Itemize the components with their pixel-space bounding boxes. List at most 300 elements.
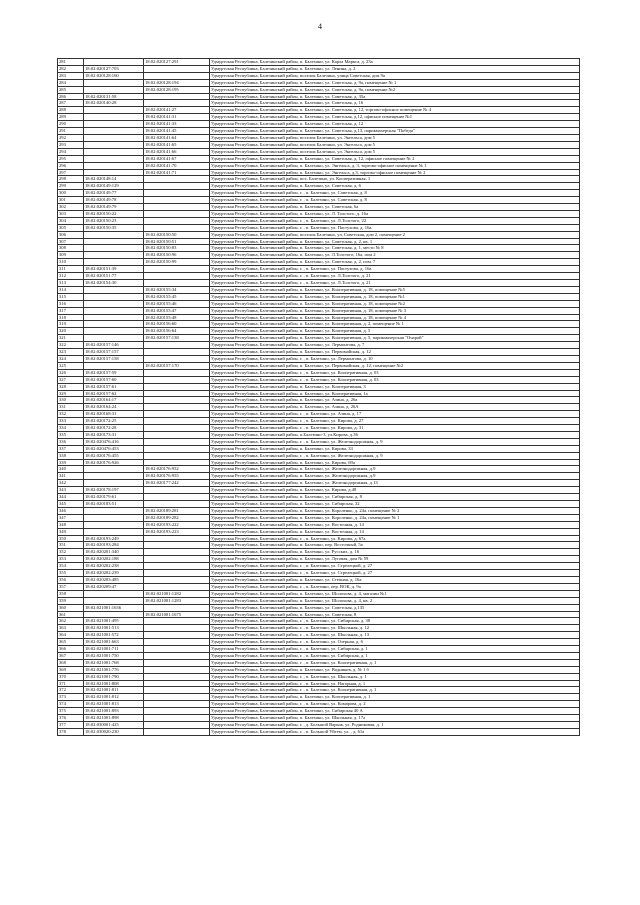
row-number-cell: 290: [58, 121, 84, 128]
premises-cadastral-number-cell: [144, 673, 210, 680]
land-cadastral-number-cell: 18:02:020149:129: [84, 183, 144, 190]
premises-cadastral-number-cell: 18:02:020193:223: [144, 528, 210, 535]
address-cell: Удмуртская Республика, Балезинский район, п. Балезино, ул. Первомайская, д. 12: [210, 349, 580, 356]
land-cadastral-number-cell: 18:02:020148:14: [84, 176, 144, 183]
land-cadastral-number-cell: 18:02:020476:416: [84, 438, 144, 445]
premises-cadastral-number-cell: [144, 708, 210, 715]
row-number-cell: 334: [58, 425, 84, 432]
premises-cadastral-number-cell: [144, 632, 210, 639]
address-cell: Удмуртская Республика, Балезинский район, п. Балезино, ул. Советская, д. 2, пом. 7: [210, 259, 580, 266]
land-cadastral-number-cell: 18:02:020183:51: [84, 501, 144, 508]
land-cadastral-number-cell: 18:02:030001:425: [84, 722, 144, 729]
table-row: [58, 425, 580, 432]
land-cadastral-number-cell: [84, 128, 144, 135]
land-cadastral-number-cell: [84, 307, 144, 314]
table-row: [58, 445, 580, 452]
table-row: [58, 93, 580, 100]
premises-cadastral-number-cell: [144, 65, 210, 72]
address-cell: Удмуртская Республика, Балезинский район, п. Балезино, ул. Кирова, 69а: [210, 459, 580, 466]
row-number-cell: 360: [58, 604, 84, 611]
row-number-cell: 285: [58, 86, 84, 93]
address-cell: Удмуртская Республика, Балезинский район, г. , п. Балезино, ул. Стрелецкой, д. 27: [210, 563, 580, 570]
premises-cadastral-number-cell: [144, 183, 210, 190]
premises-cadastral-number-cell: [144, 349, 210, 356]
table-row: [58, 701, 580, 708]
land-cadastral-number-cell: 18:02:020176:455: [84, 452, 144, 459]
premises-cadastral-number-cell: [144, 224, 210, 231]
table-row: [58, 369, 580, 376]
premises-cadastral-number-cell: [144, 418, 210, 425]
premises-cadastral-number-cell: 18:02:020189:281: [144, 507, 210, 514]
land-cadastral-number-cell: 18:02:020150:22: [84, 210, 144, 217]
land-cadastral-number-cell: 18:02:020202:188: [84, 556, 144, 563]
address-cell: Удмуртская Республика, Балезинский район, п. Балезино, ул. Сибирская 40 А: [210, 708, 580, 715]
premises-cadastral-number-cell: [144, 190, 210, 197]
address-cell: Удмуртская Республика, Балезинский район, г. , п. Большой Уйтем, ул. , д. 61а: [210, 728, 580, 735]
address-cell: Удмуртская Республика, Балезинский район, п. Балезино, ул. Советская, д. 12: [210, 121, 580, 128]
address-cell: Удмуртская Республика, Балезинский район, г. , п. Балезино, ул. Кооперативная, д. 03: [210, 376, 580, 383]
premises-cadastral-number-cell: 18:02:020141:64: [144, 134, 210, 141]
row-number-cell: 339: [58, 459, 84, 466]
premises-cadastral-number-cell: 18:02:020141:66: [144, 148, 210, 155]
table-row: [58, 521, 580, 528]
premises-cadastral-number-cell: [144, 425, 210, 432]
table-row: [58, 583, 580, 590]
premises-cadastral-number-cell: [144, 459, 210, 466]
table-row: [58, 418, 580, 425]
row-number-cell: 337: [58, 445, 84, 452]
land-cadastral-number-cell: 18:02:020164:24: [84, 404, 144, 411]
premises-cadastral-number-cell: 18:02:020150:99: [144, 259, 210, 266]
land-cadastral-number-cell: 18:02:020154:30: [84, 280, 144, 287]
table-row: [58, 494, 580, 501]
land-cadastral-number-cell: 18:02:020149:78: [84, 197, 144, 204]
land-cadastral-number-cell: 18:02:021001:495: [84, 618, 144, 625]
premises-cadastral-number-cell: [144, 376, 210, 383]
premises-cadastral-number-cell: 18:02:020157:138: [144, 335, 210, 342]
address-cell: Удмуртская Республика, Балезинский район, поселок Балезино, ул. Советская, дом 2, помещение 2: [210, 231, 580, 238]
premises-cadastral-number-cell: [144, 652, 210, 659]
row-number-cell: 301: [58, 197, 84, 204]
land-cadastral-number-cell: 18:02:020140:28: [84, 100, 144, 107]
address-cell: Удмуртская Республика, Балезинский район, г. , п. Балезино, ул. Озерная, д. 6: [210, 639, 580, 646]
table-row: [58, 680, 580, 687]
row-number-cell: 327: [58, 376, 84, 383]
land-cadastral-number-cell: [84, 314, 144, 321]
table-row: [58, 335, 580, 342]
land-cadastral-number-cell: [84, 231, 144, 238]
row-number-cell: 367: [58, 652, 84, 659]
address-cell: Удмуртская Республика, Балезинский район, г. , п. Балезино, ул. Кирова, д. 27: [210, 418, 580, 425]
land-cadastral-number-cell: [84, 611, 144, 618]
table-row: [58, 266, 580, 273]
address-cell: Удмуртская Республика, Балезинский район, г. , п. Балезино, ул. Сибирская, д. 38: [210, 618, 580, 625]
table-row: [58, 452, 580, 459]
row-number-cell: 322: [58, 342, 84, 349]
address-cell: Удмуртская Республика, Балезинский район, г. , п. Балезино, ул. Кирова, д. 67а: [210, 535, 580, 542]
row-number-cell: 375: [58, 708, 84, 715]
table-row: [58, 507, 580, 514]
premises-cadastral-number-cell: [144, 355, 210, 362]
row-number-cell: 368: [58, 659, 84, 666]
row-number-cell: 335: [58, 431, 84, 438]
land-cadastral-number-cell: 18:02:020150:23: [84, 217, 144, 224]
row-number-cell: 295: [58, 155, 84, 162]
table-row: [58, 604, 580, 611]
land-cadastral-number-cell: 18:02:020157:146: [84, 342, 144, 349]
row-number-cell: 282: [58, 65, 84, 72]
land-cadastral-number-cell: [84, 259, 144, 266]
land-cadastral-number-cell: 18:02:020157:62: [84, 390, 144, 397]
row-number-cell: 313: [58, 280, 84, 287]
address-cell: Удмуртская Республика, Балезинский район, г. , п. Балезино, ул. Лермонтова, д. 10: [210, 355, 580, 362]
table-row: [58, 576, 580, 583]
table-row: [58, 563, 580, 570]
table-row: [58, 169, 580, 176]
premises-cadastral-number-cell: [144, 535, 210, 542]
row-number-cell: 324: [58, 355, 84, 362]
row-number-cell: 298: [58, 176, 84, 183]
address-cell: Удмуртская Республика, Балезинский район, г. , п. Балезино, ул. Школьная, д. 1: [210, 673, 580, 680]
land-cadastral-number-cell: 18:02:020149:77: [84, 190, 144, 197]
property-registry-table: [57, 58, 580, 736]
land-cadastral-number-cell: 18:02:020193:249: [84, 535, 144, 542]
table-row: [58, 72, 580, 79]
table-row: [58, 355, 580, 362]
row-number-cell: 315: [58, 293, 84, 300]
address-cell: Удмуртская Республика, Балезинский район, п. Балезино, ул. Советская, 6а: [210, 204, 580, 211]
land-cadastral-number-cell: 18:02:021001:776: [84, 666, 144, 673]
land-cadastral-number-cell: [84, 321, 144, 328]
land-cadastral-number-cell: 18:02:020127:703: [84, 65, 144, 72]
land-cadastral-number-cell: 18:02:020157:61: [84, 383, 144, 390]
land-cadastral-number-cell: [84, 328, 144, 335]
address-cell: Удмуртская Республика, Балезинский район, г. , п. Балезино, ул. Л.Толстого, д. 21: [210, 280, 580, 287]
table-row: [58, 217, 580, 224]
address-cell: Удмуртская Республика, Балезинский район, п. Балезино, ул. Кооперативная, д. 18, помещение №2: [210, 300, 580, 307]
table-row: [58, 542, 580, 549]
premises-cadastral-number-cell: [144, 604, 210, 611]
table-row: [58, 107, 580, 114]
address-cell: Удмуртская Республика, Балезинский район, г. , п. Балезино, ул. Пастухова, д. 16а: [210, 266, 580, 273]
land-cadastral-number-cell: 18:02:020176:926: [84, 459, 144, 466]
table-row: [58, 708, 580, 715]
table-row: [58, 459, 580, 466]
table-row: [58, 438, 580, 445]
premises-cadastral-number-cell: 18:02:020155:45: [144, 293, 210, 300]
row-number-cell: 342: [58, 480, 84, 487]
table-row: [58, 590, 580, 597]
address-cell: Удмуртская Республика, Балезинский район, п. Балезино, ул. Кооперативная, 1а: [210, 390, 580, 397]
land-cadastral-number-cell: 18:02:020178:197: [84, 487, 144, 494]
land-cadastral-number-cell: 18:02:030020:230: [84, 728, 144, 735]
row-number-cell: 319: [58, 321, 84, 328]
premises-cadastral-number-cell: [144, 687, 210, 694]
row-number-cell: 359: [58, 597, 84, 604]
land-cadastral-number-cell: 18:02:020201:340: [84, 549, 144, 556]
premises-cadastral-number-cell: [144, 487, 210, 494]
table-row: [58, 535, 580, 542]
table-row: [58, 231, 580, 238]
address-cell: Удмуртская Республика, Балезинский район, поселок Балезино, ул. Энгельса, дом 5: [210, 148, 580, 155]
premises-cadastral-number-cell: 18:02:020128:195: [144, 86, 210, 93]
land-cadastral-number-cell: [84, 252, 144, 259]
land-cadastral-number-cell: 18:02:020157:59: [84, 369, 144, 376]
land-cadastral-number-cell: 18:02:021001:711: [84, 646, 144, 653]
premises-cadastral-number-cell: 18:02:020150:50: [144, 231, 210, 238]
land-cadastral-number-cell: 18:02:020172:28: [84, 425, 144, 432]
premises-cadastral-number-cell: [144, 383, 210, 390]
row-number-cell: 317: [58, 307, 84, 314]
premises-cadastral-number-cell: 18:02:020141:71: [144, 169, 210, 176]
row-number-cell: 300: [58, 190, 84, 197]
land-cadastral-number-cell: 18:02:021001:768: [84, 659, 144, 666]
row-number-cell: 287: [58, 100, 84, 107]
table-row: [58, 514, 580, 521]
table-row: [58, 86, 580, 93]
address-cell: Удмуртская Республика, Балезинский район, г. , п. Балезино, ул. Советская, д. 8: [210, 190, 580, 197]
premises-cadastral-number-cell: [144, 100, 210, 107]
premises-cadastral-number-cell: [144, 666, 210, 673]
address-cell: Удмуртская Республика, Балезинский район, г. , п. Балезино, ул. Пастухова, д. 16а: [210, 224, 580, 231]
address-cell: Удмуртская Республика, Балезинский район, п. Балезино, ул. Восточная, д. 14: [210, 528, 580, 535]
address-cell: Удмуртская Республика, Балезинский район, п. Балезино, ул. Восточная, д. 14: [210, 521, 580, 528]
table-row: [58, 722, 580, 729]
row-number-cell: 362: [58, 618, 84, 625]
address-cell: Удмуртская Республика, Балезинский район, г. , п. Балезино, ул. Сибирская, д. 1: [210, 652, 580, 659]
address-cell: Удмуртская Республика, Балезинский район, п. Балезино, ул. Кирова, д.48: [210, 487, 580, 494]
row-number-cell: 370: [58, 673, 84, 680]
row-number-cell: 306: [58, 231, 84, 238]
land-cadastral-number-cell: 18:02:020173:31: [84, 431, 144, 438]
row-number-cell: 292: [58, 134, 84, 141]
premises-cadastral-number-cell: [144, 576, 210, 583]
row-number-cell: 338: [58, 452, 84, 459]
row-number-cell: 351: [58, 542, 84, 549]
table-row: [58, 293, 580, 300]
premises-cadastral-number-cell: 18:02:020155:46: [144, 300, 210, 307]
premises-cadastral-number-cell: [144, 639, 210, 646]
row-number-cell: 310: [58, 259, 84, 266]
row-number-cell: 366: [58, 646, 84, 653]
table-row: [58, 694, 580, 701]
address-cell: Удмуртская Республика, Балезинский район, п. Балезино, ул. Кооперативная, д. 18, помещение №1: [210, 293, 580, 300]
table-row: [58, 397, 580, 404]
row-number-cell: 374: [58, 701, 84, 708]
table-row: [58, 673, 580, 680]
premises-cadastral-number-cell: 18:02:020155:34: [144, 286, 210, 293]
premises-cadastral-number-cell: [144, 494, 210, 501]
row-number-cell: 377: [58, 722, 84, 729]
address-cell: Удмуртская Республика, Балезинский район, поселок Балезино, ул. Энгельса, дом 5: [210, 141, 580, 148]
table-row: [58, 646, 580, 653]
row-number-cell: 350: [58, 535, 84, 542]
table-row: [58, 300, 580, 307]
row-number-cell: 303: [58, 210, 84, 217]
land-cadastral-number-cell: 18:02:021001:750: [84, 652, 144, 659]
row-number-cell: 305: [58, 224, 84, 231]
premises-cadastral-number-cell: 18:02:020141:31: [144, 114, 210, 121]
premises-cadastral-number-cell: [144, 563, 210, 570]
address-cell: Удмуртская Республика, Балезинский район, п. Балезино, ул. Кооперативная, 3: [210, 383, 580, 390]
address-cell: Удмуртская Республика, Балезинский район, п. Балезино, ул. Советская, д. 12, торгово-офисное помещение № 4: [210, 107, 580, 114]
address-cell: Удмуртская Республика, Балезинский район, г. , п. Балезино, ул. Стрелецкой, д. 27: [210, 570, 580, 577]
premises-cadastral-number-cell: [144, 646, 210, 653]
land-cadastral-number-cell: 18:02:020476:453: [84, 445, 144, 452]
table-row: [58, 59, 580, 66]
table-row: [58, 245, 580, 252]
row-number-cell: 344: [58, 494, 84, 501]
land-cadastral-number-cell: [84, 528, 144, 535]
land-cadastral-number-cell: 18:02:020157:60: [84, 376, 144, 383]
row-number-cell: 314: [58, 286, 84, 293]
premises-cadastral-number-cell: [144, 204, 210, 211]
land-cadastral-number-cell: [84, 590, 144, 597]
table-row: [58, 314, 580, 321]
table-row: [58, 280, 580, 287]
table-row: [58, 362, 580, 369]
land-cadastral-number-cell: 18:02:021001:808: [84, 680, 144, 687]
row-number-cell: 343: [58, 487, 84, 494]
address-cell: Удмуртская Республика, Балезинский район, п. Балезино, ул. Энгельса, д. 3, торгово-офисное помещение № 1: [210, 162, 580, 169]
land-cadastral-number-cell: 18:02:021001:813: [84, 701, 144, 708]
premises-cadastral-number-cell: 18:02:021001:1675: [144, 611, 210, 618]
address-cell: Удмуртская Республика, Балезинский район, п. Балезино, ул. Советская, д. 12, офисное помещение № 2: [210, 155, 580, 162]
land-cadastral-number-cell: 18:02:020128:160: [84, 72, 144, 79]
premises-cadastral-number-cell: 18:02:020128:194: [144, 79, 210, 86]
land-cadastral-number-cell: [84, 134, 144, 141]
registry-body: [58, 59, 580, 736]
row-number-cell: 321: [58, 335, 84, 342]
land-cadastral-number-cell: [84, 514, 144, 521]
table-row: [58, 549, 580, 556]
premises-cadastral-number-cell: 18:02:020141:33: [144, 121, 210, 128]
address-cell: Удмуртская Республика, Балезинский район, п. Балезино, ул. Ленина, д. 2: [210, 65, 580, 72]
table-row: [58, 404, 580, 411]
land-cadastral-number-cell: [84, 300, 144, 307]
row-number-cell: 349: [58, 528, 84, 535]
table-row: [58, 556, 580, 563]
premises-cadastral-number-cell: 18:02:020155:47: [144, 307, 210, 314]
premises-cadastral-number-cell: 18:02:020155:48: [144, 314, 210, 321]
premises-cadastral-number-cell: [144, 549, 210, 556]
row-number-cell: 323: [58, 349, 84, 356]
row-number-cell: 346: [58, 507, 84, 514]
premises-cadastral-number-cell: [144, 404, 210, 411]
table-row: [58, 210, 580, 217]
land-cadastral-number-cell: [84, 597, 144, 604]
premises-cadastral-number-cell: [144, 217, 210, 224]
address-cell: Удмуртская Республика, Балезинский район, п. Балезино, ул. Советская, д. 16: [210, 100, 580, 107]
table-row: [58, 597, 580, 604]
land-cadastral-number-cell: 18:02:020151:77: [84, 273, 144, 280]
premises-cadastral-number-cell: [144, 210, 210, 217]
address-cell: Удмуртская Республика, Балезинский район, п. Балезино, ул. Степная, д. 16а: [210, 576, 580, 583]
land-cadastral-number-cell: [84, 107, 144, 114]
table-row: [58, 252, 580, 259]
table-row: [58, 411, 580, 418]
address-cell: Удмуртская Республика, Балезинский район, п. Балезино, ул. Короленко, д. 24а, помещение № 2: [210, 507, 580, 514]
table-row: [58, 487, 580, 494]
row-number-cell: 293: [58, 141, 84, 148]
land-cadastral-number-cell: 18:02:021001:812: [84, 694, 144, 701]
address-cell: Удмуртская Республика, Балезинский район, п. Балезино, ул. Кирова, 33: [210, 445, 580, 452]
address-cell: Удмуртская Республика, Балезинский район, г. , п. Балезино, ул. Комарова, д. 2: [210, 701, 580, 708]
table-row: [58, 100, 580, 107]
row-number-cell: 358: [58, 590, 84, 597]
table-row: [58, 728, 580, 735]
land-cadastral-number-cell: [84, 169, 144, 176]
premises-cadastral-number-cell: [144, 583, 210, 590]
table-row: [58, 376, 580, 383]
land-cadastral-number-cell: 18:02:020179:61: [84, 494, 144, 501]
land-cadastral-number-cell: 18:02:020203:485: [84, 576, 144, 583]
address-cell: Удмуртская Республика, Балезинский район, п. Балезино, ул. Советская, д.13, парикмахерская "Победа": [210, 128, 580, 135]
address-cell: Удмуртская Республика, Балезинский район, п. Балезино, ул. Шолохова, д. 4, магазин №1: [210, 590, 580, 597]
row-number-cell: 372: [58, 687, 84, 694]
row-number-cell: 307: [58, 238, 84, 245]
table-row: [58, 176, 580, 183]
land-cadastral-number-cell: 18:02:020168:31: [84, 411, 144, 418]
row-number-cell: 316: [58, 300, 84, 307]
row-number-cell: 363: [58, 625, 84, 632]
land-cadastral-number-cell: [84, 59, 144, 66]
row-number-cell: 309: [58, 252, 84, 259]
land-cadastral-number-cell: 18:02:020202:239: [84, 570, 144, 577]
address-cell: Удмуртская Республика, Балезинский район, п. Балезино, ул. Первомайская, д. 12, помещение №2: [210, 362, 580, 369]
address-cell: Удмуртская Республика, Балезинский район, п. Балезино, ул. Кооперативная, д. 18, помещение № 3: [210, 307, 580, 314]
premises-cadastral-number-cell: 18:02:020176:955: [144, 473, 210, 480]
row-number-cell: 312: [58, 273, 84, 280]
premises-cadastral-number-cell: 18:02:020150:96: [144, 252, 210, 259]
address-cell: Удмуртская Республика, Балезинский район, п. Балезино, ул. Сибирская, 32: [210, 501, 580, 508]
table-row: [58, 639, 580, 646]
table-row: [58, 79, 580, 86]
land-cadastral-number-cell: 18:02:021001:893: [84, 708, 144, 715]
table-row: [58, 307, 580, 314]
table-row: [58, 342, 580, 349]
premises-cadastral-number-cell: [144, 438, 210, 445]
row-number-cell: 369: [58, 666, 84, 673]
row-number-cell: 328: [58, 383, 84, 390]
address-cell: Удмуртская Республика, Балезинский район, г. , п. Балезино, ул. Кирова, д. 31: [210, 425, 580, 432]
row-number-cell: 373: [58, 694, 84, 701]
address-cell: Удмуртская Республика, Балезинский район, п. Балезино, ул. Советская, д. 9а, помещение №2: [210, 86, 580, 93]
row-number-cell: 365: [58, 639, 84, 646]
row-number-cell: 333: [58, 418, 84, 425]
row-number-cell: 345: [58, 501, 84, 508]
address-cell: Удмуртская Республика, Балезинский район, п. Балезино, ул. Советская, д. 6: [210, 183, 580, 190]
address-cell: Удмуртская Республика, Балезинский район, п. Балезино, ул. Л.Толстого, 16а, пом 2: [210, 252, 580, 259]
land-cadastral-number-cell: 18:02:021001:790: [84, 673, 144, 680]
address-cell: Удмуртская Республика, Балезинский район, п. Балезино, ул. Советская, д. 1, место № 8: [210, 245, 580, 252]
address-cell: Удмуртская Республика, Балезинский район, п. Балезино, ул. Железнодорожная, д.9: [210, 473, 580, 480]
table-row: [58, 197, 580, 204]
premises-cadastral-number-cell: 18:02:020193:222: [144, 521, 210, 528]
table-row: [58, 528, 580, 535]
premises-cadastral-number-cell: [144, 570, 210, 577]
premises-cadastral-number-cell: 18:02:020156:60: [144, 321, 210, 328]
address-cell: Удмуртская Республика, Балезинский район, п. Балезино, ул. Луговая, дом № 59: [210, 556, 580, 563]
address-cell: Удмуртская Республика, Балезинский район, п. Балезино, ул. Энгельса, д.3, торгово-офисное помещение № 2: [210, 169, 580, 176]
premises-cadastral-number-cell: [144, 715, 210, 722]
row-number-cell: 299: [58, 183, 84, 190]
row-number-cell: 329: [58, 390, 84, 397]
table-row: [58, 431, 580, 438]
premises-cadastral-number-cell: [144, 431, 210, 438]
table-row: [58, 148, 580, 155]
land-cadastral-number-cell: [84, 79, 144, 86]
